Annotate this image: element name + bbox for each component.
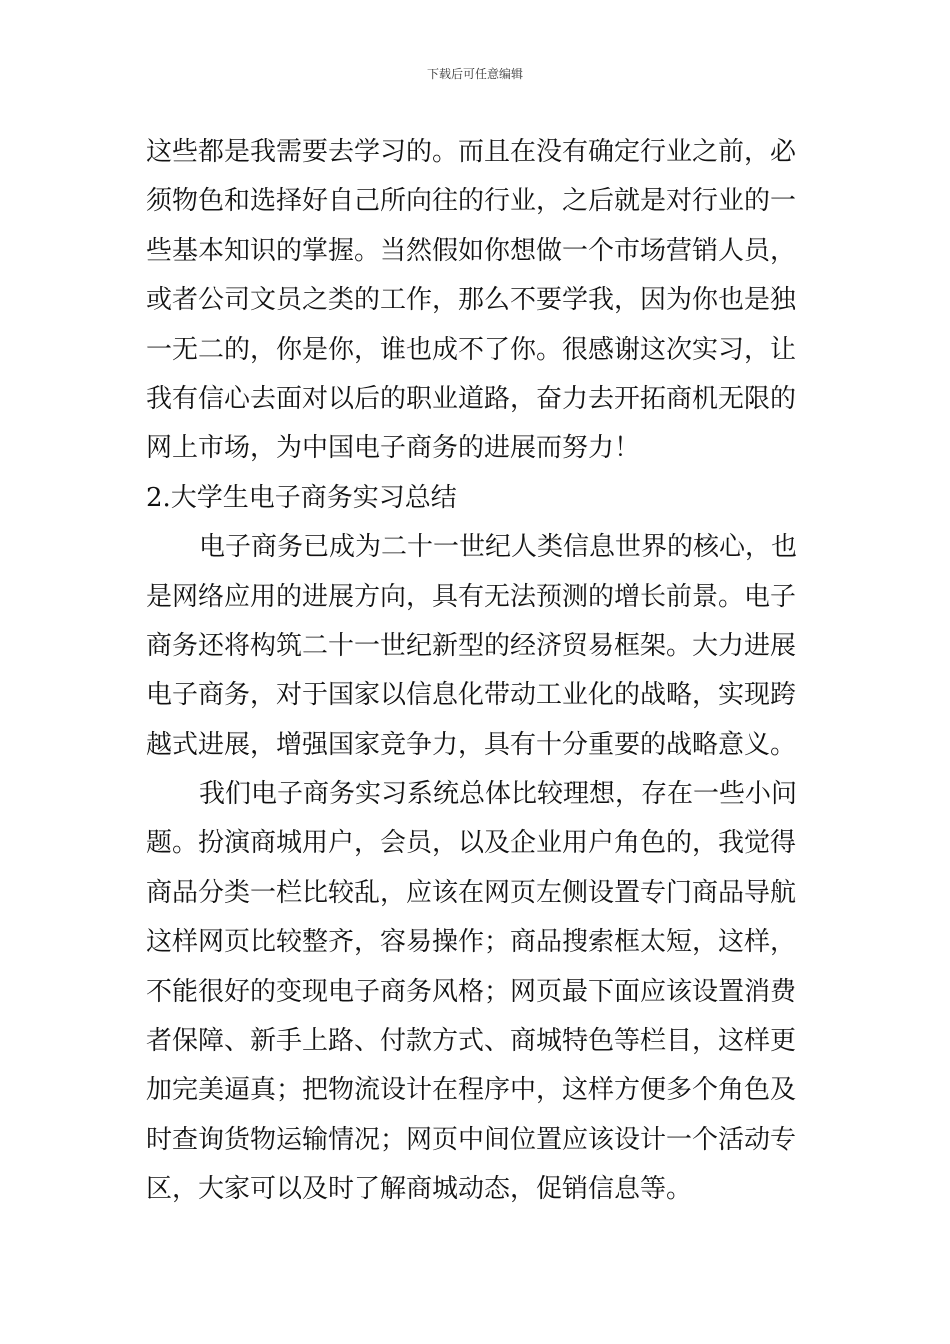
text-line: 商务还将构筑二十一世纪新型的经济贸易框架。大力进展 [146,630,797,661]
paragraph-continuation [146,128,810,474]
text-line: 时查询货物运输情况；网页中间位置应该设计一个活动专 [146,1124,797,1155]
text-line: 是网络应用的进展方向，具有无法预测的增长前景。电子 [146,581,797,612]
text-line: 题。扮演商城用户，会员，以及企业用户角色的，我觉得 [146,828,797,859]
text-line: 或者公司文员之类的工作，那么不要学我，因为你也是独 [146,285,797,316]
text-line: 这样网页比较整齐，容易操作；商品搜索框太短，这样， [146,927,797,958]
text-line: 不能很好的变现电子商务风格；网页最下面应该设置消费 [146,976,797,1007]
text-line: 这些都是我需要去学习的。而且在没有确定行业之前，必 [146,137,797,167]
text-line: 我有信心去面对以后的职业道路，奋力去开拓商机无限的 [146,383,797,414]
text-line: 电子商务已成为二十一世纪人类信息世界的核心，也 [199,532,798,563]
text-line: 商品分类一栏比较乱，应该在网页左侧设置专门商品导航 [146,877,797,908]
text-line: 区，大家可以及时了解商城动态，促销信息等。 [146,1174,693,1205]
paragraph-intro [146,523,810,770]
text-line: 者保障、新手上路、付款方式、商城特色等栏目，这样更 [146,1026,797,1057]
text-line: 电子商务，对于国家以信息化带动工业化的战略，实现跨 [146,680,797,711]
page-header-note: 下载后可任意编辑 [426,67,523,81]
text-line: 越式进展，增强国家竞争力，具有十分重要的战略意义。 [146,729,797,760]
text-line: 我们电子商务实习系统总体比较理想，存在一些小问 [199,779,798,810]
section-heading: 2.大学生电子商务实习总结 [146,482,457,513]
paragraph-evaluation [146,770,810,1215]
text-line: 网上市场，为中国电子商务的进展而努力！ [146,433,641,464]
document-body [146,128,810,1215]
text-line: 一无二的，你是你，谁也成不了你。很感谢这次实习，让 [146,334,797,365]
text-line: 须物色和选择好自己所向往的行业，之后就是对行业的一 [146,186,797,217]
text-line: 些基本知识的掌握。当然假如你想做一个市场营销人员， [146,235,797,266]
text-line: 加完美逼真；把物流设计在程序中，这样方便多个角色及 [146,1075,797,1106]
